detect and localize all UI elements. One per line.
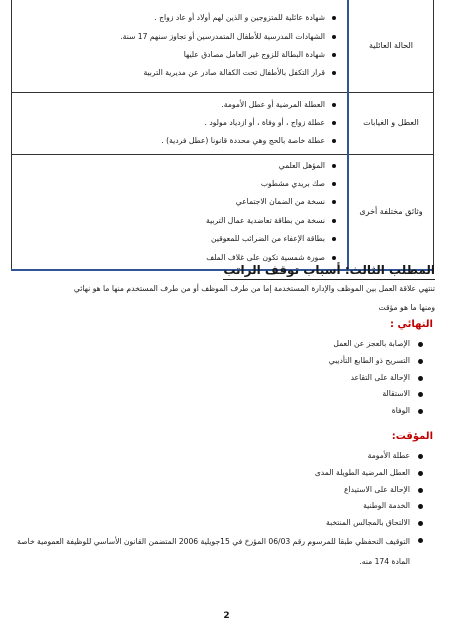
list-item: الخدمة الوطنية [14,498,425,515]
list-item: المؤهل العلمي [16,157,337,175]
table-row [12,0,434,92]
table-row [12,92,434,154]
final-reasons-list [14,336,425,420]
row-label: الحالة العائلية [348,0,434,92]
list-item: صك بريدي مشطوب [16,175,337,193]
final-heading: النهائي : [390,319,433,330]
section-title: المطلب الثالث: أسباب توقف الراتب [223,263,435,280]
list-item: الوفاة [14,403,425,420]
list-item: العطلة المرضية أو عطل الأمومة. [16,96,337,114]
list-item: الاستقالة [14,386,425,403]
temporary-reasons-list [14,448,425,572]
intro-paragraph-line2: ومنها ما هو مؤقت [378,303,435,312]
row-label: وثائق مختلفة أخرى [348,154,434,270]
list-item: عطلة الأمومة [14,448,425,465]
page-number: 2 [223,611,230,621]
list-item: التوقيف التحفظي طبقا للمرسوم رقم 06/03 المؤرخ في 15جويلية 2006 المتضمن القانون الأساسي للوظيفة العمومية خاصة المادة 174 منه. [14,532,425,572]
list-item: صورة شمسية تكون على غلاف الملف [16,249,337,267]
list-item: قرار التكفل بالأطفال تحت الكفالة صادر عن مديرية التربية [16,64,337,82]
list-item: الشهادات المدرسية للأطفال المتمدرسين أو تجاوز سنهم 17 سنة. [16,28,337,46]
list-item: شهادة البطالة للزوج غير العامل مصادق عليها [16,46,337,64]
list-item: عطلة زواج ، أو وفاة ، أو ازدياد مولود . [16,114,337,132]
table-row [12,154,434,270]
temporary-heading: المؤقت: [391,431,433,442]
row-items-list [12,155,347,269]
list-item: بطاقة الإعفاء من الضرائب للمعوقين [16,230,337,248]
list-item: شهادة عائلية للمتزوجين و الذين لهم أولاد أو عاد زواج . [16,9,337,27]
row-items-list [12,94,347,153]
list-item: الإحالة على التقاعد [14,370,425,387]
list-item: نسخة من بطاقة تعاضدية عمال التربية [16,212,337,230]
list-item: الالتحاق بالمجالس المنتخبة [14,515,425,532]
list-item: نسخة من الضمان الاجتماعي [16,193,337,211]
list-item: التسريح ذو الطابع التأديبي [14,353,425,370]
row-items-cell [12,154,349,270]
list-item: العطل المرضية الطويلة المدى [14,465,425,482]
documents-table [11,0,434,271]
row-items-list [12,7,347,84]
row-label: العطل و الغيابات [348,92,434,154]
intro-paragraph-line1: تنتهي علاقة العمل بين الموظف والإدارة المستخدمة إما من طرف الموظف أو من طرف المستخدم منها ما هو نهائي [73,284,435,293]
list-item: الإصابة بالعجز عن العمل [14,336,425,353]
row-items-cell [12,0,349,92]
row-items-cell [12,92,349,154]
list-item: عطلة خاصة بالحج وهي محددة قانونا (عطل فردية) . [16,132,337,150]
list-item: الإحالة على الاستيداع [14,482,425,499]
